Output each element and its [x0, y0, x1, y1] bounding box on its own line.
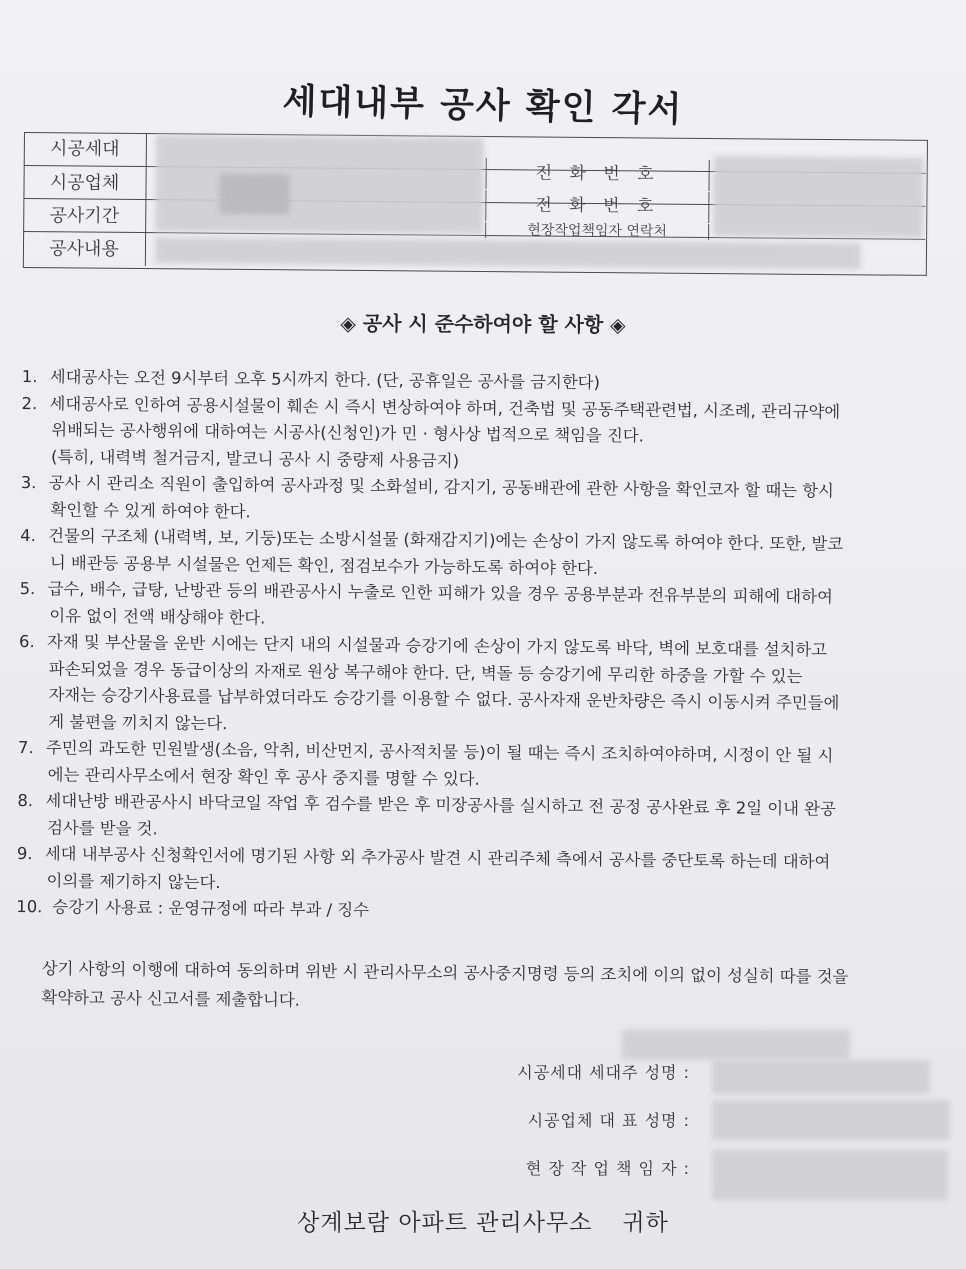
rule-number: 1. — [21, 366, 38, 387]
signature-label-contractor-rep: 시공업체 대 표 성명 : — [527, 1111, 690, 1130]
info-label-phone-1: 전 화 번 호 — [486, 158, 710, 191]
rule-text: 주민의 과도한 민원발생(소음, 악취, 비산먼지, 공사적치물 등)이 될 때는 즉시 조치하여야하며, 시정이 안 될 시 — [45, 738, 834, 766]
rule-text: 확인할 수 있게 하여야 한다. — [50, 499, 251, 521]
rule-text: 니 배관등 공용부 시설물은 언제든 확인, 점검보수가 가능하도록 하여야 한다. — [49, 552, 599, 578]
rule-number: 7. — [17, 737, 34, 758]
rule-item — [21, 390, 922, 479]
rules-list — [16, 364, 922, 930]
footer-recipient — [0, 1204, 966, 1237]
rule-text: 세대공사로 인하여 공용시설물이 훼손 시 즉시 변상하여야 하며, 건축법 및 공동주택관련법, 시조례, 관리규약에 — [49, 393, 841, 422]
rule-text: 위배되는 공사행위에 대하여는 시공사(신청인)가 민 · 형사상 법적으로 책임을 진다. — [51, 420, 644, 446]
signature-label-site-manager: 현 장 작 업 책 임 자 : — [525, 1159, 690, 1178]
info-label-contractor: 시공업체 — [23, 166, 146, 200]
info-label-phone-2: 전 화 번 호 — [485, 190, 709, 223]
info-label-period: 공사기간 — [23, 199, 146, 233]
redacted-signature-2 — [712, 1100, 950, 1140]
info-label-content: 공사내용 — [23, 232, 146, 266]
redacted-household-info — [155, 135, 484, 234]
rule-text: 이의를 제기하지 않는다. — [46, 870, 221, 892]
rule-text: 승강기 사용료 : 운영규정에 따라 부과 / 징수 — [52, 897, 370, 920]
redacted-patch — [219, 174, 289, 215]
closing-line: 확약하고 공사 신고서를 제출합니다. — [41, 987, 300, 1010]
redacted-signature-1 — [712, 1060, 930, 1094]
rule-number: 5. — [19, 578, 36, 599]
rule-item — [18, 629, 919, 744]
rule-item — [20, 523, 921, 585]
redacted-signature-3 — [712, 1150, 948, 1200]
recipient-suffix: 귀하 — [622, 1210, 669, 1236]
rule-text: 자재 및 부산물을 운반 시에는 단지 내의 시설물과 승강기에 손상이 가지 않도록 바닥, 벽에 보호대를 설치하고 — [46, 632, 828, 660]
rule-text: 세대공사는 오전 9시부터 오후 5시까지 한다. (단, 공휴일은 공사를 금지한다) — [49, 367, 601, 393]
info-label-household: 시공세대 — [24, 132, 147, 166]
section-heading: ◈ 공사 시 준수하여야 할 사항 ◈ — [340, 311, 626, 337]
rule-number: 4. — [20, 525, 36, 546]
rule-number: 10. — [16, 896, 43, 917]
rule-text: 검사를 받을 것. — [47, 817, 158, 838]
rule-text: 파손되었을 경우 동급이상의 자재로 원상 복구해야 한다. 단, 벽돌 등 승강기에 무리한 하중을 가할 수 있는 — [48, 658, 803, 686]
rule-text: 에는 관리사무소에서 현장 확인 후 공사 중지를 명할 수 있다. — [47, 764, 480, 789]
rule-text: 건물의 구조체 (내력벽, 보, 기둥)또는 소방시설물 (화재감지기)에는 손상이 가지 않도록 하여야 한다. 또한, 발코 — [48, 526, 844, 554]
info-table — [23, 132, 928, 286]
rule-item — [16, 841, 917, 903]
rule-item — [20, 470, 921, 532]
rule-text: 세대난방 배관공사시 바닥코일 작업 후 검수를 받은 후 미장공사를 실시하고 전 공정 공사완료 후 2일 이내 완공 — [45, 791, 836, 819]
rule-text: 게 불편을 끼치지 않는다. — [48, 711, 228, 733]
rule-text: 자재는 승강기사용료를 납부하였더라도 승강기를 이용할 수 없다. 공사자재 운반차량은 즉시 이동시켜 주민들에 — [48, 685, 840, 713]
redacted-date — [622, 1030, 850, 1060]
document-title: 세대내부 공사 확인 각서 — [282, 81, 684, 131]
rule-number: 2. — [21, 393, 38, 413]
rule-item — [19, 576, 920, 638]
redacted-phone-info — [713, 156, 924, 238]
rule-text: 급수, 배수, 급탕, 난방관 등의 배관공사시 누출로 인한 피해가 있을 경우 공용부분과 전유부분의 피해에 대하여 — [47, 579, 833, 607]
rule-text: 세대 내부공사 신청확인서에 명기된 사항 외 추가공사 발견 시 관리주체 측에서 공사를 중단토록 하는데 대하여 — [44, 844, 831, 872]
rule-number: 6. — [18, 631, 35, 652]
signature-label-household-head: 시공세대 세대주 성명 : — [517, 1063, 690, 1082]
closing-line: 상기 사항의 이행에 대하여 동의하며 위반 시 관리사무소의 공사중지명령 등의 조치에 이의 없이 성실히 따를 것을 — [41, 958, 849, 987]
rule-number: 3. — [20, 472, 37, 493]
rule-item — [18, 735, 919, 797]
rule-text: 공사 시 관리소 직원이 출입하여 공사과정 및 소화설비, 감지기, 공동배관에 관한 사항을 확인코자 할 때는 항시 — [48, 473, 835, 501]
closing-statement — [41, 954, 912, 1021]
rule-text: (특히, 내력벽 철거금지, 발코니 공사 시 중량제 사용금지) — [50, 446, 460, 471]
info-label-site-manager-contact: 현장작업책임자 연락처 — [485, 222, 709, 240]
rule-text: 이유 없이 전액 배상해야 한다. — [49, 605, 266, 628]
recipient-name: 상계보람 아파트 관리사무소 — [297, 1210, 593, 1236]
rule-number: 9. — [16, 843, 33, 864]
rule-number: 8. — [17, 790, 34, 811]
rule-item — [17, 788, 918, 850]
